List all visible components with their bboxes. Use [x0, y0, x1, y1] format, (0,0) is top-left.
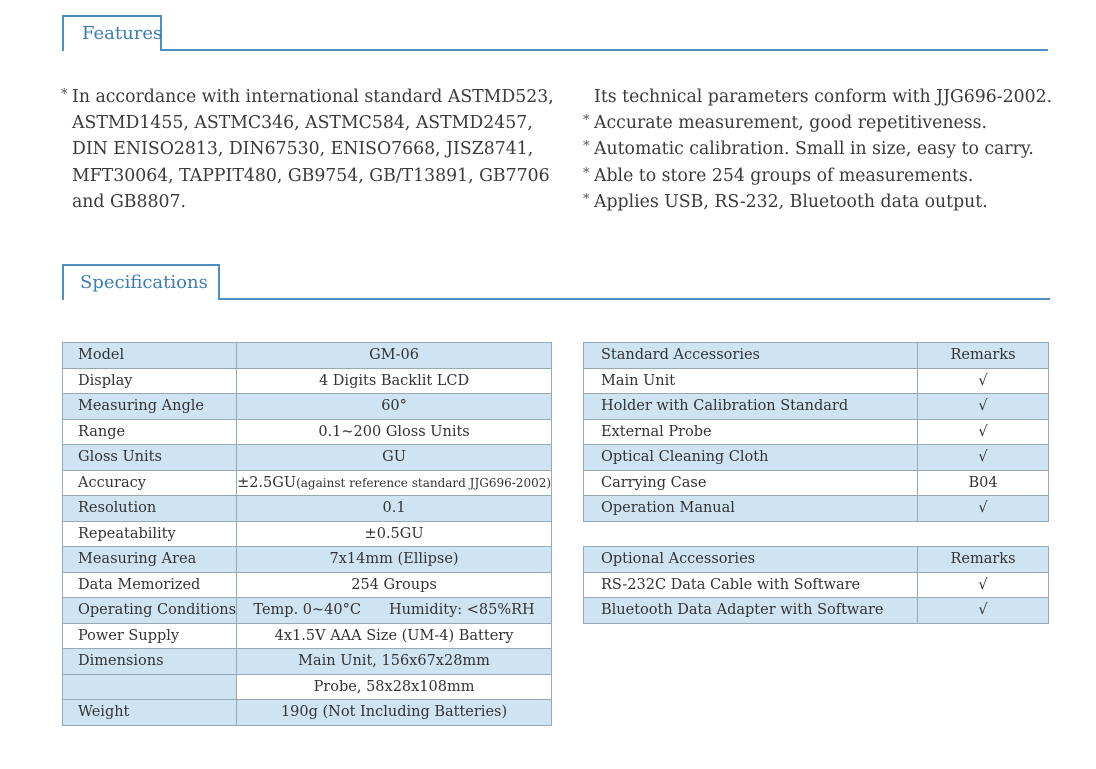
bullet-asterisk-icon: * — [61, 87, 68, 102]
accessory-remark: √ — [918, 445, 1049, 471]
feature-item — [583, 189, 1053, 215]
accessory-remark: √ — [918, 598, 1049, 624]
features-heading: Features — [62, 15, 162, 51]
standard-accessories-header: Standard Accessories — [584, 343, 918, 369]
spec-label: Power Supply — [63, 623, 237, 649]
table-row — [63, 343, 552, 369]
table-row — [584, 419, 1049, 445]
spec-value: 60° — [237, 394, 552, 420]
table-row — [584, 496, 1049, 522]
table-row — [63, 674, 552, 700]
table-row — [63, 394, 552, 420]
spec-label: Repeatability — [63, 521, 237, 547]
features-header-rule — [62, 49, 1048, 51]
spec-label: Gloss Units — [63, 445, 237, 471]
spec-value: 254 Groups — [237, 572, 552, 598]
remarks-header: Remarks — [918, 547, 1049, 573]
accessory-remark: √ — [918, 572, 1049, 598]
spec-label: Measuring Area — [63, 547, 237, 573]
feature-line: MFT30064, TAPPIT480, GB9754, GB/T13891, GB7706 — [72, 165, 550, 186]
spec-value: 4x1.5V AAA Size (UM-4) Battery — [237, 623, 552, 649]
spec-label: Model — [63, 343, 237, 369]
table-row — [63, 547, 552, 573]
specifications-section-header — [62, 262, 1050, 300]
accessory-item: Holder with Calibration Standard — [584, 394, 918, 420]
accessory-remark: √ — [918, 368, 1049, 394]
accessory-item: Carrying Case — [584, 470, 918, 496]
spec-label: Weight — [63, 700, 237, 726]
feature-item-standards — [61, 84, 554, 215]
spec-label: Operating Conditions — [63, 598, 237, 624]
table-row — [63, 496, 552, 522]
table-row — [584, 598, 1049, 624]
optional-accessories-table — [583, 546, 1049, 624]
table-row — [63, 445, 552, 471]
spec-label: Measuring Angle — [63, 394, 237, 420]
specifications-heading: Specifications — [62, 264, 220, 300]
feature-intro-text: Its technical parameters conform with JJG696-2002. — [594, 87, 1053, 107]
bullet-asterisk-icon: * — [583, 165, 590, 181]
feature-item — [583, 163, 1053, 189]
table-row — [584, 572, 1049, 598]
feature-item — [583, 110, 1053, 136]
spec-value: 0.1 — [237, 496, 552, 522]
spec-label — [63, 674, 237, 700]
features-left-column — [61, 84, 554, 215]
feature-line: DIN ENISO2813, DIN67530, ENISO7668, JISZ8741, — [72, 139, 534, 160]
feature-item-text: Accurate measurement, good repetitiveness. — [594, 113, 987, 134]
feature-line: and GB8807. — [72, 191, 186, 212]
table-header-row — [584, 547, 1049, 573]
bullet-asterisk-icon: * — [583, 191, 590, 207]
accessory-remark: √ — [918, 496, 1049, 522]
table-row — [63, 368, 552, 394]
optional-accessories-header: Optional Accessories — [584, 547, 918, 573]
remarks-header: Remarks — [918, 343, 1049, 369]
accuracy-note: (against reference standard JJG696-2002) — [296, 475, 552, 490]
spec-label: Dimensions — [63, 649, 237, 675]
spec-label: Accuracy — [63, 470, 237, 496]
accuracy-value: ±2.5GU — [237, 474, 297, 491]
spec-label: Data Memorized — [63, 572, 237, 598]
accessory-item: Optical Cleaning Cloth — [584, 445, 918, 471]
table-row — [63, 649, 552, 675]
table-row — [63, 521, 552, 547]
bullet-asterisk-icon: * — [583, 139, 590, 155]
spec-value: ±0.5GU — [237, 521, 552, 547]
table-row — [63, 572, 552, 598]
table-row — [63, 470, 552, 496]
table-row — [63, 623, 552, 649]
humidity-value: Humidity: <85%RH — [388, 602, 535, 619]
spec-value: 4 Digits Backlit LCD — [237, 368, 552, 394]
spec-value-operating — [237, 598, 552, 624]
table-row — [584, 394, 1049, 420]
spec-label: Resolution — [63, 496, 237, 522]
feature-item-text: Able to store 254 groups of measurements. — [594, 165, 974, 186]
spec-label: Range — [63, 419, 237, 445]
accessory-remark: B04 — [918, 470, 1049, 496]
spec-value: GM-06 — [237, 343, 552, 369]
accessory-item: Operation Manual — [584, 496, 918, 522]
bullet-asterisk-icon: * — [583, 113, 590, 129]
feature-line: In accordance with international standard ASTMD523, — [72, 87, 554, 107]
spec-value: 7x14mm (Ellipse) — [237, 547, 552, 573]
table-row — [584, 470, 1049, 496]
accessory-item: External Probe — [584, 419, 918, 445]
standard-accessories-table — [583, 342, 1049, 522]
table-row — [63, 598, 552, 624]
spec-value-accuracy — [237, 470, 552, 496]
table-row — [584, 445, 1049, 471]
spec-label: Display — [63, 368, 237, 394]
accessory-item: Main Unit — [584, 368, 918, 394]
accessory-item: RS-232C Data Cable with Software — [584, 572, 918, 598]
spec-value: 0.1~200 Gloss Units — [237, 419, 552, 445]
specifications-table — [62, 342, 552, 726]
feature-line: ASTMD1455, ASTMC346, ASTMC584, ASTMD2457, — [72, 113, 533, 134]
accessory-remark: √ — [918, 419, 1049, 445]
features-right-column — [583, 84, 1053, 215]
feature-intro — [583, 84, 1053, 110]
table-row — [584, 368, 1049, 394]
spec-value: Probe, 58x28x108mm — [237, 674, 552, 700]
spec-value: GU — [237, 445, 552, 471]
feature-item — [583, 136, 1053, 162]
table-header-row — [584, 343, 1049, 369]
accessory-item: Bluetooth Data Adapter with Software — [584, 598, 918, 624]
feature-item-text: Applies USB, RS-232, Bluetooth data output. — [594, 191, 988, 212]
table-row — [63, 700, 552, 726]
spec-value: 190g (Not Including Batteries) — [237, 700, 552, 726]
spec-value: Main Unit, 156x67x28mm — [237, 649, 552, 675]
feature-item-text: Automatic calibration. Small in size, easy to carry. — [594, 139, 1034, 160]
features-section-header — [62, 13, 1048, 51]
table-row — [63, 419, 552, 445]
temperature-value: Temp. 0~40°C — [253, 602, 361, 619]
accessory-remark: √ — [918, 394, 1049, 420]
